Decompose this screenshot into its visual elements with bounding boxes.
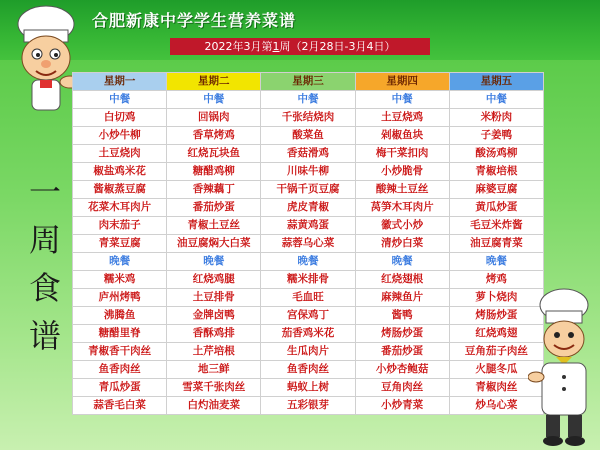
dish-cell: 白灼油麦菜: [167, 397, 261, 415]
dish-cell: 米粉肉: [449, 109, 543, 127]
dish-cell: 鱼香肉丝: [73, 361, 167, 379]
dish-cell: 肉末茄子: [73, 217, 167, 235]
dish-cell: 麻辣鱼片: [355, 289, 449, 307]
dish-cell: 火腿冬瓜: [449, 361, 543, 379]
dish-cell: 梅干菜扣肉: [355, 145, 449, 163]
dish-cell: 清炒白菜: [355, 235, 449, 253]
dish-cell: 豆角肉丝: [355, 379, 449, 397]
dish-cell: 毛豆米炸酱: [449, 217, 543, 235]
side-char: 周: [28, 221, 61, 259]
dish-cell: 金牌卤鸭: [167, 307, 261, 325]
side-char: 一: [28, 173, 61, 211]
day-header: 星期一: [73, 73, 167, 91]
dish-cell: 麻婆豆腐: [449, 181, 543, 199]
menu-table: [72, 72, 544, 415]
table-row: [73, 361, 544, 379]
meal-label-cell: 中餐: [73, 91, 167, 109]
table-row: [73, 181, 544, 199]
dish-cell: 青椒培根: [449, 163, 543, 181]
dish-cell: 酸辣土豆丝: [355, 181, 449, 199]
table-row: [73, 127, 544, 145]
table-row: [73, 271, 544, 289]
dish-cell: 干锅千页豆腐: [261, 181, 355, 199]
table-row: [73, 145, 544, 163]
dish-cell: 蒜黄鸡蛋: [261, 217, 355, 235]
meal-label-cell: 晚餐: [355, 253, 449, 271]
table-row: [73, 289, 544, 307]
dish-cell: 番茄炒蛋: [355, 343, 449, 361]
meal-label-cell: 晚餐: [261, 253, 355, 271]
dish-cell: 烤肠炒蛋: [355, 325, 449, 343]
meal-label-row: [73, 253, 544, 271]
dish-cell: 花菜木耳肉片: [73, 199, 167, 217]
meal-label-cell: 晚餐: [449, 253, 543, 271]
table-row: [73, 199, 544, 217]
meal-label-row: [73, 91, 544, 109]
table-row: [73, 379, 544, 397]
dish-cell: 香酥鸡排: [167, 325, 261, 343]
dish-cell: 红烧鸡翅: [449, 325, 543, 343]
meal-label-cell: 晚餐: [73, 253, 167, 271]
day-header: 星期二: [167, 73, 261, 91]
dish-cell: 徽式小炒: [355, 217, 449, 235]
subtitle-prefix: 2022年3月第: [204, 40, 273, 53]
dish-cell: 青瓜炒蛋: [73, 379, 167, 397]
dish-cell: 莴笋木耳肉片: [355, 199, 449, 217]
dish-cell: 土豆烧肉: [73, 145, 167, 163]
dish-cell: 茄香鸡米花: [261, 325, 355, 343]
dish-cell: 庐州烤鸭: [73, 289, 167, 307]
dish-cell: 青椒香干肉丝: [73, 343, 167, 361]
dish-cell: 番茄炒蛋: [167, 199, 261, 217]
dish-cell: 油豆腐焖大白菜: [167, 235, 261, 253]
table-row: [73, 343, 544, 361]
dish-cell: 回锅肉: [167, 109, 261, 127]
meal-label-cell: 中餐: [355, 91, 449, 109]
page-title: 合肥新康中学学生营养菜谱: [92, 11, 297, 30]
subtitle-suffix: 周（2月28日-3月4日）: [279, 40, 396, 53]
dish-cell: 豆角茄子肉丝: [449, 343, 543, 361]
table-row: [73, 325, 544, 343]
dish-cell: 黄瓜炒蛋: [449, 199, 543, 217]
dish-cell: 烤鸡: [449, 271, 543, 289]
dish-cell: 烤肠炒蛋: [449, 307, 543, 325]
side-char: 食: [28, 269, 61, 307]
meal-label-cell: 晚餐: [167, 253, 261, 271]
table-row: [73, 217, 544, 235]
meal-label-cell: 中餐: [261, 91, 355, 109]
dish-cell: 土豆烧鸡: [355, 109, 449, 127]
dish-cell: 五彩银芽: [261, 397, 355, 415]
day-header: 星期五: [449, 73, 543, 91]
dish-cell: 椒盐鸡米花: [73, 163, 167, 181]
dish-cell: 红烧鸡腿: [167, 271, 261, 289]
dish-cell: 小炒杏鲍菇: [355, 361, 449, 379]
side-label: [27, 168, 63, 360]
dish-cell: 子姜鸭: [449, 127, 543, 145]
dish-cell: 蚂蚁上树: [261, 379, 355, 397]
side-char: 谱: [28, 317, 61, 355]
dish-cell: 沸腾鱼: [73, 307, 167, 325]
table-row: [73, 307, 544, 325]
dish-cell: 虎皮青椒: [261, 199, 355, 217]
dish-cell: 千张结烧肉: [261, 109, 355, 127]
dish-cell: 香草烤鸡: [167, 127, 261, 145]
dish-cell: 地三鲜: [167, 361, 261, 379]
dish-cell: 酱鸭: [355, 307, 449, 325]
dish-cell: 宫保鸡丁: [261, 307, 355, 325]
day-header: 星期三: [261, 73, 355, 91]
dish-cell: 萝卜烧肉: [449, 289, 543, 307]
dish-cell: 红烧瓦块鱼: [167, 145, 261, 163]
dish-cell: 川味牛柳: [261, 163, 355, 181]
week-subtitle: [170, 38, 430, 55]
dish-cell: 炒乌心菜: [449, 397, 543, 415]
dish-cell: 小炒脆骨: [355, 163, 449, 181]
table-row: [73, 397, 544, 415]
dish-cell: 油豆腐青菜: [449, 235, 543, 253]
dish-cell: 糯米排骨: [261, 271, 355, 289]
dish-cell: 糖醋鸡柳: [167, 163, 261, 181]
dish-cell: 土芹培根: [167, 343, 261, 361]
dish-cell: 蒜香毛白菜: [73, 397, 167, 415]
dish-cell: 青椒肉丝: [449, 379, 543, 397]
dish-cell: 鱼香肉丝: [261, 361, 355, 379]
dish-cell: 雪菜千张肉丝: [167, 379, 261, 397]
dish-cell: 香辣藕丁: [167, 181, 261, 199]
dish-cell: 毛血旺: [261, 289, 355, 307]
day-header-row: [73, 73, 544, 91]
dish-cell: 剁椒鱼块: [355, 127, 449, 145]
dish-cell: 酱椒蒸豆腐: [73, 181, 167, 199]
chef-cartoon-right: [528, 285, 600, 450]
subtitle-week-number: 1: [272, 40, 280, 53]
meal-label-cell: 中餐: [449, 91, 543, 109]
dish-cell: 酸菜鱼: [261, 127, 355, 145]
dish-cell: 小炒青菜: [355, 397, 449, 415]
table-row: [73, 235, 544, 253]
dish-cell: 糯米鸡: [73, 271, 167, 289]
dish-cell: 糖醋里脊: [73, 325, 167, 343]
table-row: [73, 109, 544, 127]
dish-cell: 酸汤鸡柳: [449, 145, 543, 163]
dish-cell: 香菇滑鸡: [261, 145, 355, 163]
dish-cell: 红烧翅根: [355, 271, 449, 289]
meal-label-cell: 中餐: [167, 91, 261, 109]
dish-cell: 小炒牛柳: [73, 127, 167, 145]
dish-cell: 白切鸡: [73, 109, 167, 127]
dish-cell: 青椒土豆丝: [167, 217, 261, 235]
day-header: 星期四: [355, 73, 449, 91]
table-row: [73, 163, 544, 181]
dish-cell: 生瓜肉片: [261, 343, 355, 361]
dish-cell: 青菜豆腐: [73, 235, 167, 253]
dish-cell: 土豆排骨: [167, 289, 261, 307]
dish-cell: 蒜蓉乌心菜: [261, 235, 355, 253]
